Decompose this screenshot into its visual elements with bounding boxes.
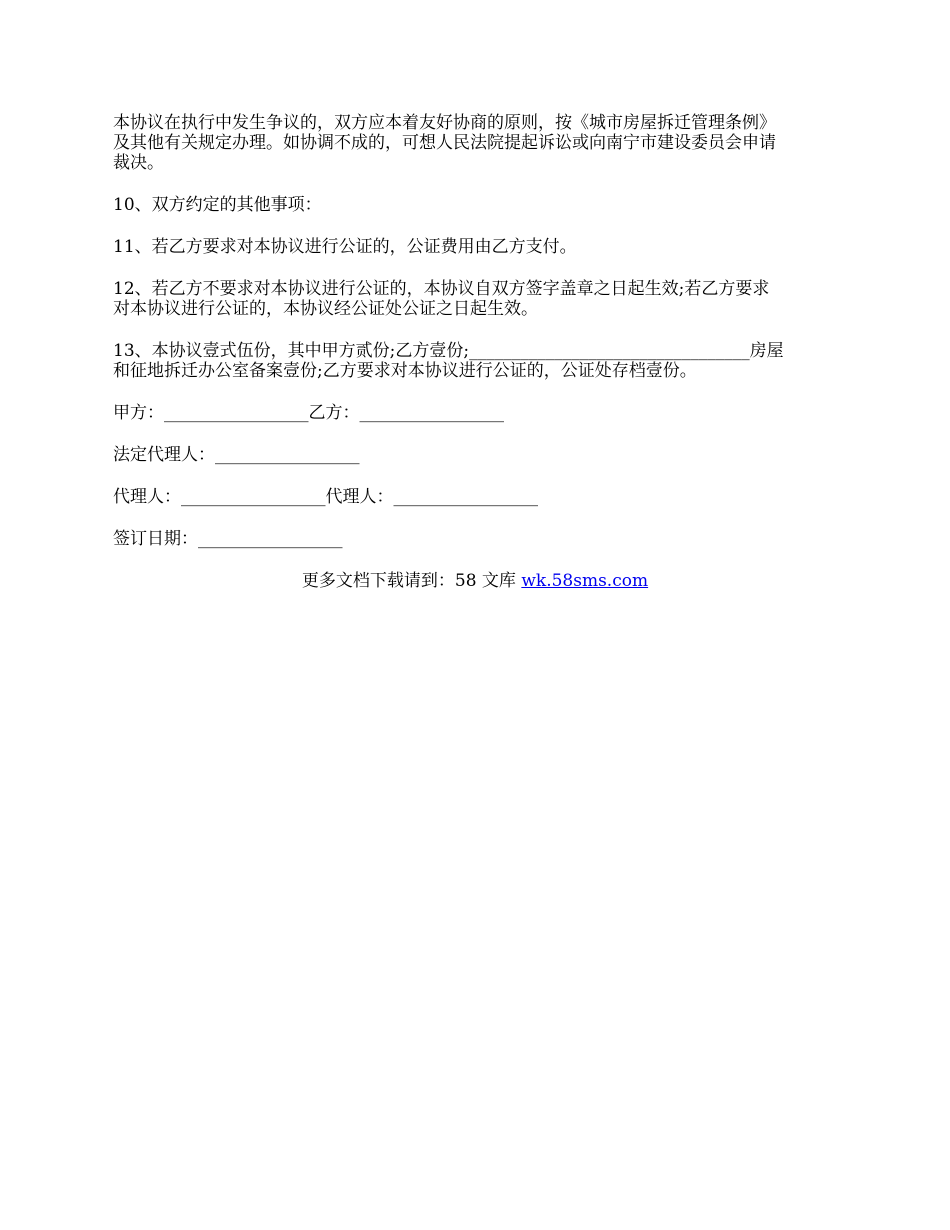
paragraph-clause-13 [113, 341, 843, 381]
signature-agents: 代理人：_________________代理人：_________________ [113, 487, 538, 507]
paragraph-dispute-resolution [113, 113, 843, 173]
footer-site-link[interactable]: wk.58sms.com [521, 571, 649, 591]
text-line: 10、双方约定的其他事项： [113, 195, 322, 215]
signature-legal-representative: 法定代理人：_________________ [113, 445, 360, 465]
text-line: 11、若乙方要求对本协议进行公证的，公证费用由乙方支付。 [113, 237, 577, 257]
paragraph-clause-12 [113, 279, 843, 319]
text-line: 12、若乙方不要求对本协议进行公证的，本协议自双方签字盖章之日起生效;若乙方要求 [113, 279, 770, 299]
text-line: 对本协议进行公证的，本协议经公证处公证之日起生效。 [113, 299, 538, 319]
footer-download-note [0, 571, 950, 591]
text-line: 裁决。 [113, 153, 164, 173]
text-line: 本协议在执行中发生争议的，双方应本着友好协商的原则，按《城市房屋拆迁管理条例》 [113, 113, 776, 133]
paragraph-clause-11 [113, 237, 843, 257]
signature-party-a-b: 甲方：_________________乙方：_________________ [113, 403, 504, 423]
signature-date: 签订日期：_________________ [113, 529, 343, 549]
footer-prefix-text: 更多文档下载请到：58 文库 [301, 571, 522, 591]
text-line: 及其他有关规定办理。如协调不成的，可想人民法院提起诉讼或向南宁市建设委员会申请 [113, 133, 776, 153]
paragraph-clause-10 [113, 195, 843, 215]
text-line: 和征地拆迁办公室备案壹份;乙方要求对本协议进行公证的，公证处存档壹份。 [113, 361, 697, 381]
document-body [113, 113, 843, 571]
text-line: 13、本协议壹式伍份，其中甲方贰份;乙方壹份;_________________________________房屋 [113, 341, 784, 361]
